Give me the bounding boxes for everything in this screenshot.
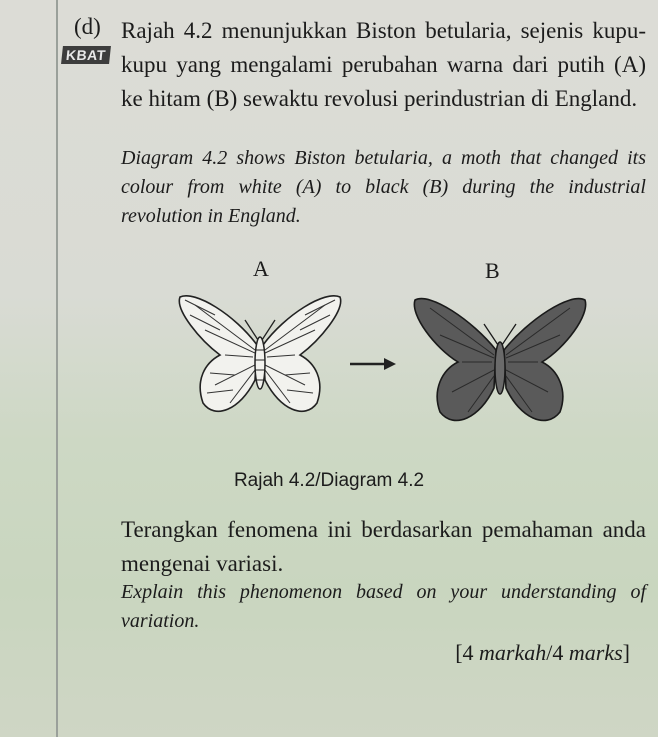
marks-close: ] (622, 640, 630, 665)
english-intro-text: Diagram 4.2 shows Biston betularia, a moth that changed its colour from white (A) to black (B) during the industrial revolution in England. (121, 147, 646, 227)
black-moth-illustration (410, 290, 590, 440)
label-b: B (485, 258, 500, 283)
white-moth-illustration (175, 285, 345, 435)
marks-word: marks (568, 640, 623, 665)
marks-open: [4 (455, 640, 480, 665)
arrow-icon (348, 356, 398, 372)
marks-allocation (455, 640, 630, 666)
marks-markah: markah (479, 640, 547, 665)
malay-task-text: Terangkan fenomena ini berdasarkan pemahaman anda mengenai variasi. (121, 517, 646, 576)
page-margin-line (56, 0, 58, 737)
marks-slash: /4 (546, 640, 569, 665)
malay-intro-text: Rajah 4.2 menunjukkan Biston betularia, sejenis kupu-kupu yang mengalami perubahan warna dari putih (A) ke hitam (B) sewaktu revolusi perindustrian di England. (121, 18, 646, 111)
question-number: (d) (74, 14, 101, 39)
english-task-text: Explain this phenomenon based on your understanding of variation. (121, 581, 646, 632)
kbat-badge: KBAT (61, 46, 111, 64)
diagram-caption: Rajah 4.2/Diagram 4.2 (233, 470, 425, 491)
label-a: A (253, 256, 269, 281)
